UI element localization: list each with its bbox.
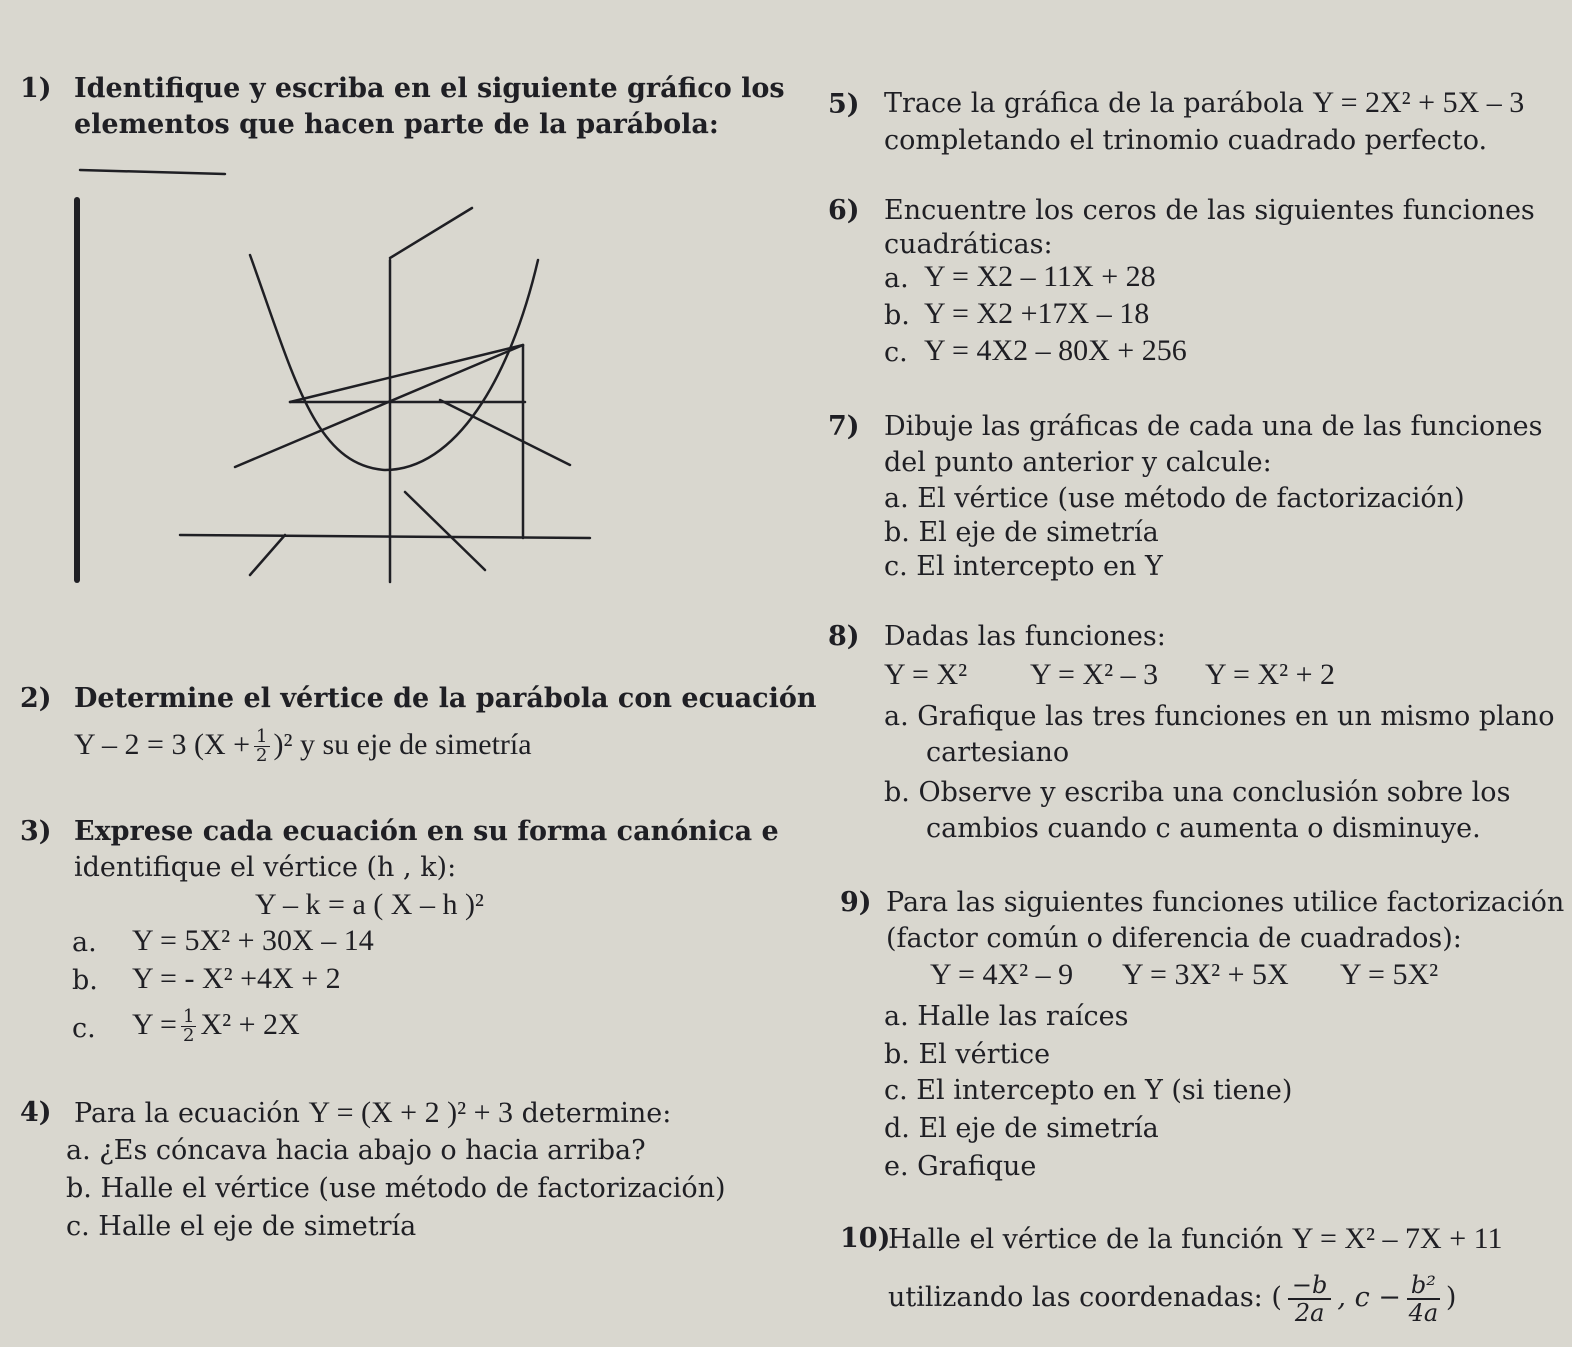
q4-line1-equation: Y = (X + 2 )² + 3 bbox=[308, 1096, 513, 1129]
q2-frac-num: 1 bbox=[256, 726, 268, 747]
q6-a-equation: Y = X2 – 11X + 28 bbox=[924, 260, 1156, 293]
q6-number: 6) bbox=[828, 195, 860, 226]
q1-number: 1) bbox=[20, 73, 52, 104]
q2-eq-right: )² y su eje de simetría bbox=[273, 728, 532, 761]
q9-item-b: b. El vértice bbox=[884, 1039, 1051, 1070]
q7-line1: Dibuje las gráficas de cada una de las funciones bbox=[884, 411, 1543, 442]
q3-c-frac-num: 1 bbox=[182, 1006, 195, 1027]
q5-line1 bbox=[884, 86, 1524, 121]
q6-line2: cuadráticas: bbox=[884, 229, 1053, 260]
q1-line1: Identifique y escriba en el siguiente gráfico los bbox=[74, 73, 785, 104]
q4-item-c: c. Halle el eje de simetría bbox=[66, 1211, 417, 1242]
q7-item-b: b. El eje de simetría bbox=[884, 517, 1159, 548]
q7-line2: del punto anterior y calcule: bbox=[884, 447, 1272, 478]
q10-equation: Y = X² – 7X + 11 bbox=[1291, 1222, 1503, 1255]
q4-number: 4) bbox=[20, 1097, 52, 1128]
q3-c-label: c. bbox=[72, 1013, 96, 1044]
q2-line1: Determine el vértice de la parábola con ecuación bbox=[74, 683, 817, 714]
q6-a-label: a. bbox=[884, 263, 909, 294]
q3-c-fraction bbox=[181, 1008, 196, 1045]
q8-function-2: Y = X² – 3 bbox=[1030, 658, 1159, 691]
q3-line2: identifique el vértice (h , k): bbox=[74, 852, 457, 883]
q8-item-a-line1: a. Grafique las tres funciones en un mismo plano bbox=[884, 701, 1555, 732]
q3-b-label: b. bbox=[72, 965, 98, 996]
q8-number: 8) bbox=[828, 621, 860, 652]
q5-line1-left: Trace la gráfica de la parábola bbox=[884, 88, 1304, 119]
q6-c-label: c. bbox=[884, 337, 908, 368]
q4-item-a: a. ¿Es cóncava hacia abajo o hacia arriba? bbox=[66, 1135, 646, 1166]
q4-item-b: b. Halle el vértice (use método de factorización) bbox=[66, 1173, 726, 1204]
q1-line2: elementos que hacen parte de la parábola: bbox=[74, 109, 719, 140]
q3-number: 3) bbox=[20, 816, 52, 847]
q10-number: 10) bbox=[840, 1223, 891, 1254]
q2-eq-left: Y – 2 = 3 (X + bbox=[74, 728, 251, 761]
pointer-line-vertex bbox=[405, 492, 485, 570]
q9-line1: Para las siguientes funciones utilice factorización bbox=[886, 887, 1565, 918]
q6-line1: Encuentre los ceros de las siguientes funciones bbox=[884, 195, 1535, 226]
q3-c-equation bbox=[132, 1008, 300, 1045]
parabola-diagram bbox=[60, 160, 700, 640]
q3-c-frac-den: 2 bbox=[182, 1025, 195, 1046]
q9-function-3: Y = 5X² bbox=[1340, 958, 1439, 991]
pointer-line-xaxis bbox=[250, 535, 285, 575]
q2-frac-den: 2 bbox=[256, 745, 268, 766]
q9-item-c: c. El intercepto en Y (si tiene) bbox=[884, 1075, 1293, 1106]
q10-close-paren: ) bbox=[1445, 1282, 1457, 1313]
q4-line1 bbox=[74, 1096, 671, 1131]
q3-c-right: X² + 2X bbox=[200, 1008, 300, 1041]
q3-canonical-form: Y – k = a ( X – h )² bbox=[255, 888, 484, 921]
q8-function-1: Y = X² bbox=[884, 658, 968, 691]
q7-item-c: c. El intercepto en Y bbox=[884, 551, 1163, 582]
q3-b-equation: Y = - X² +4X + 2 bbox=[132, 962, 341, 995]
q8-item-b-line1: b. Observe y escriba una conclusión sobre los bbox=[884, 777, 1511, 808]
q9-item-a: a. Halle las raíces bbox=[884, 1001, 1129, 1032]
parabola-curve bbox=[250, 255, 538, 470]
q4-line1-right: determine: bbox=[521, 1098, 672, 1129]
q3-a-label: a. bbox=[72, 927, 97, 958]
q9-line2: (factor común o diferencia de cuadrados): bbox=[886, 923, 1462, 954]
q9-function-2: Y = 3X² + 5X bbox=[1122, 958, 1289, 991]
q3-c-left: Y = bbox=[132, 1008, 177, 1041]
q10-line2 bbox=[888, 1268, 1456, 1328]
q2-fraction bbox=[254, 728, 269, 765]
q9-function-1: Y = 4X² – 9 bbox=[930, 958, 1074, 991]
q2-equation bbox=[74, 728, 532, 765]
q5-equation: Y = 2X² + 5X – 3 bbox=[1312, 86, 1525, 119]
q8-item-a-line2: cartesiano bbox=[926, 737, 1070, 768]
q6-c-equation: Y = 4X2 – 80X + 256 bbox=[924, 334, 1187, 367]
q7-number: 7) bbox=[828, 411, 860, 442]
q3-a-equation: Y = 5X² + 30X – 14 bbox=[132, 924, 374, 957]
pointer-line-axis bbox=[390, 208, 472, 258]
q7-item-a: a. El vértice (use método de factorización) bbox=[884, 483, 1465, 514]
q10-f2-den: 4a bbox=[1408, 1298, 1439, 1327]
q10-fraction-h bbox=[1288, 1272, 1331, 1326]
q9-item-e: e. Grafique bbox=[884, 1151, 1037, 1182]
q3-line1: Exprese cada ecuación en su forma canónica e bbox=[74, 816, 779, 847]
q10-open-paren: ( bbox=[1271, 1282, 1282, 1313]
q10-f2-num: b² bbox=[1407, 1272, 1440, 1300]
q8-function-3: Y = X² + 2 bbox=[1205, 658, 1336, 691]
x-axis-line bbox=[180, 535, 590, 538]
q10-fraction-k bbox=[1407, 1272, 1440, 1326]
q8-item-b-line2: cambios cuando c aumenta o disminuye. bbox=[926, 813, 1481, 844]
q9-item-d: d. El eje de simetría bbox=[884, 1113, 1159, 1144]
q10-line1-left: Halle el vértice de la función bbox=[888, 1224, 1284, 1255]
q10-f1-den: 2a bbox=[1294, 1298, 1325, 1327]
q9-number: 9) bbox=[840, 887, 872, 918]
q2-number: 2) bbox=[20, 683, 52, 714]
q6-b-equation: Y = X2 +17X – 18 bbox=[924, 297, 1150, 330]
q8-line1: Dadas las funciones: bbox=[884, 621, 1166, 652]
q10-mid: , c − bbox=[1337, 1282, 1401, 1313]
q10-line1 bbox=[888, 1222, 1503, 1257]
q10-line2-left: utilizando las coordenadas: bbox=[888, 1282, 1263, 1313]
q6-b-label: b. bbox=[884, 300, 910, 331]
top-rule bbox=[80, 170, 225, 174]
q4-line1-left: Para la ecuación bbox=[74, 1098, 300, 1129]
q5-number: 5) bbox=[828, 89, 860, 120]
q5-line2: completando el trinomio cuadrado perfecto. bbox=[884, 125, 1488, 156]
q10-f1-num: −b bbox=[1288, 1272, 1331, 1300]
